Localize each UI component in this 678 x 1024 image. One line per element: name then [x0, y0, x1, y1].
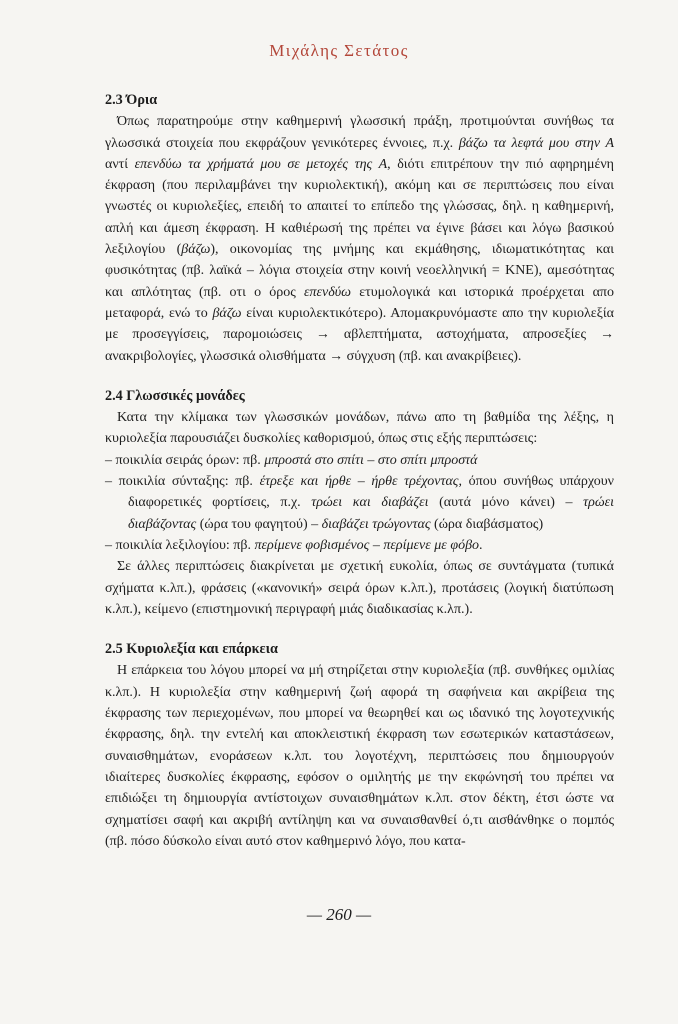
- paragraph: Όπως παρατηρούμε στην καθημερινή γλωσσική πράξη, προτιμούνται συνήθως τα γλωσσικά στοιχεία που εκφράζουν γενικότερες έννοιες, π.χ. βάζω τα λεφτά μου στην Α αντί επενδύω τα χρήματά μου σε μετοχές της Α, διότι επιτρέπουν την πιό αφηρημένη έκφραση (που περιλαμβάνει την κυριολεκτική), ακόμη και σε περιπτώσεις που είναι γνωστές οι κυριολεξίες, επειδή το απαιτεί το επίπεδο της γλώσσας, δηλ. η καθημερινή, απλή και άμεση έκφραση. Η καθιέρωσή της πρέπει να έγινε βάσει και λόγω βασικού λεξιλογίου (βάζω), οικονομίας της μνήμης και εκμάθησης, ιδιωματικότητας και φυσικότητας (πβ. λαϊκά – λόγια στοιχεία στην κοινή νεοελληνική = ΚΝΕ), αμεσότητας και απλότητας (πβ. οτι ο όρος επενδύω ετυμολογικά και ιστορικά προέρχεται απο μεταφορά, ενώ το βάζω είναι κυριολεκτικότερο). Απομακρυνόμαστε απο την κυριολεξία με προσεγγίσεις, παρομοιώσεις → αβλεπτήματα, αστοχήματα, απροσεξίες → ανακριβολογίες, γλωσσικά ολισθήματα → σύγχυση (πβ. και ανακρίβειες).: [105, 114, 615, 364]
- italic-term: διαβάζει τρώγοντας: [321, 516, 431, 532]
- italic-term: μπροστά στο σπίτι: [264, 452, 364, 468]
- body-text: [105, 90, 614, 852]
- italic-term: στο σπίτι μπροστά: [377, 452, 478, 468]
- italic-term: τρώει διαβάζοντας: [128, 495, 614, 532]
- italic-term: βάζω: [212, 305, 242, 321]
- paragraph: Κατα την κλίμακα των γλωσσικών μονάδων, πάνω απο τη βαθμίδα της λέξης, η κυριολεξία παρουσιάζει δυσκολίες καθορισμού, όπως στις εξής περιπτώσεις:: [105, 410, 614, 447]
- italic-term: ήρθε τρέχοντας: [371, 474, 459, 490]
- running-head: Μιχάλης Σετάτος: [269, 41, 409, 60]
- paragraph: Σε άλλες περιπτώσεις διακρίνεται με σχετική ευκολία, όπως σε συντάγματα (τυπικά σχήματα κ.λπ.), φράσεις («κανονική» σειρά όρων κ.λπ.), προτάσεις (λογική διατύπωση κ.λπ.), κείμενο (επιστημονική περιγραφή μιάς διαδικασίας κ.λπ.).: [105, 559, 614, 617]
- italic-term: επενδύω: [303, 284, 352, 300]
- list-item: – ποικιλία σειράς όρων: πβ. μπροστά στο σπίτι – στο σπίτι μπροστά: [105, 452, 478, 468]
- paragraph: Η επάρκεια του λόγου μπορεί να μή στηρίζεται στην κυριολεξία (πβ. συνθήκες ομιλίας κ.λπ.). Η κυριολεξία στην καθημερινή ζωή αφορά τη σαφήνεια και ακρίβεια της έκφρασης των περιεχομένων, που μπορεί να θεωρηθεί και ως ιδανικό της λογοτεχνικής έκφρασης, δηλ. την εντελή και αποκλειστική έκφραση των εσωτερικών καταστάσεων, συναισθημάτων, ενοράσεων κ.λπ. του λογοτέχνη, περιπτώσεις που δημιουργούν ιδιαίτερες δυσκολίες έκφρασης, εφόσον ο ομιλητής με την εκφώνησή του πρέπει να επιδιώξει τη δημιουργία αντίστοιχων συναισθημάτων κ.λπ. στον δέκτη, έτσι ώστε να σχηματίσει σαφή και ακριβή αντίληψη και να συναισθανθεί ό,τι αισθάνθηκε ο πομπός (πβ. πόσο δύσκολο είναι αυτό στον καθημερινό λόγο, που κατα-: [105, 663, 614, 849]
- italic-term: περίμενε με φόβο: [383, 537, 480, 553]
- section-heading: 2.3 Όρια: [105, 92, 158, 108]
- italic-term: τρώει και διαβάζει: [311, 495, 429, 511]
- italic-term: βάζω: [181, 242, 211, 258]
- list-item: – ποικιλία λεξιλογίου: πβ. περίμενε φοβισμένος – περίμενε με φόβο.: [105, 537, 483, 553]
- italic-term: βάζω τα λεφτά μου στην Α: [458, 135, 615, 151]
- section-heading: 2.4 Γλωσσικές μονάδες: [105, 387, 245, 404]
- section-heading: 2.5 Κυριολεξία και επάρκεια: [105, 641, 278, 658]
- italic-term: επενδύω τα χρήματά μου σε μετοχές της Α: [134, 156, 388, 172]
- italic-term: έτρεξε και ήρθε: [259, 474, 352, 490]
- page-number: — 260 —: [306, 905, 372, 924]
- italic-term: περίμενε φοβισμένος: [254, 537, 370, 553]
- list-item: – ποικιλία σύνταξης: πβ. έτρεξε και ήρθε – ήρθε τρέχοντας, όπου συνήθως υπάρχουν διαφορετικές φορτίσεις, π.χ. τρώει και διαβάζει (αυτά μόνο κάνει) – τρώει διαβάζοντας (ώρα του φαγητού) – διαβάζει τρώγοντας (ώρα διαβάσματος): [105, 474, 614, 532]
